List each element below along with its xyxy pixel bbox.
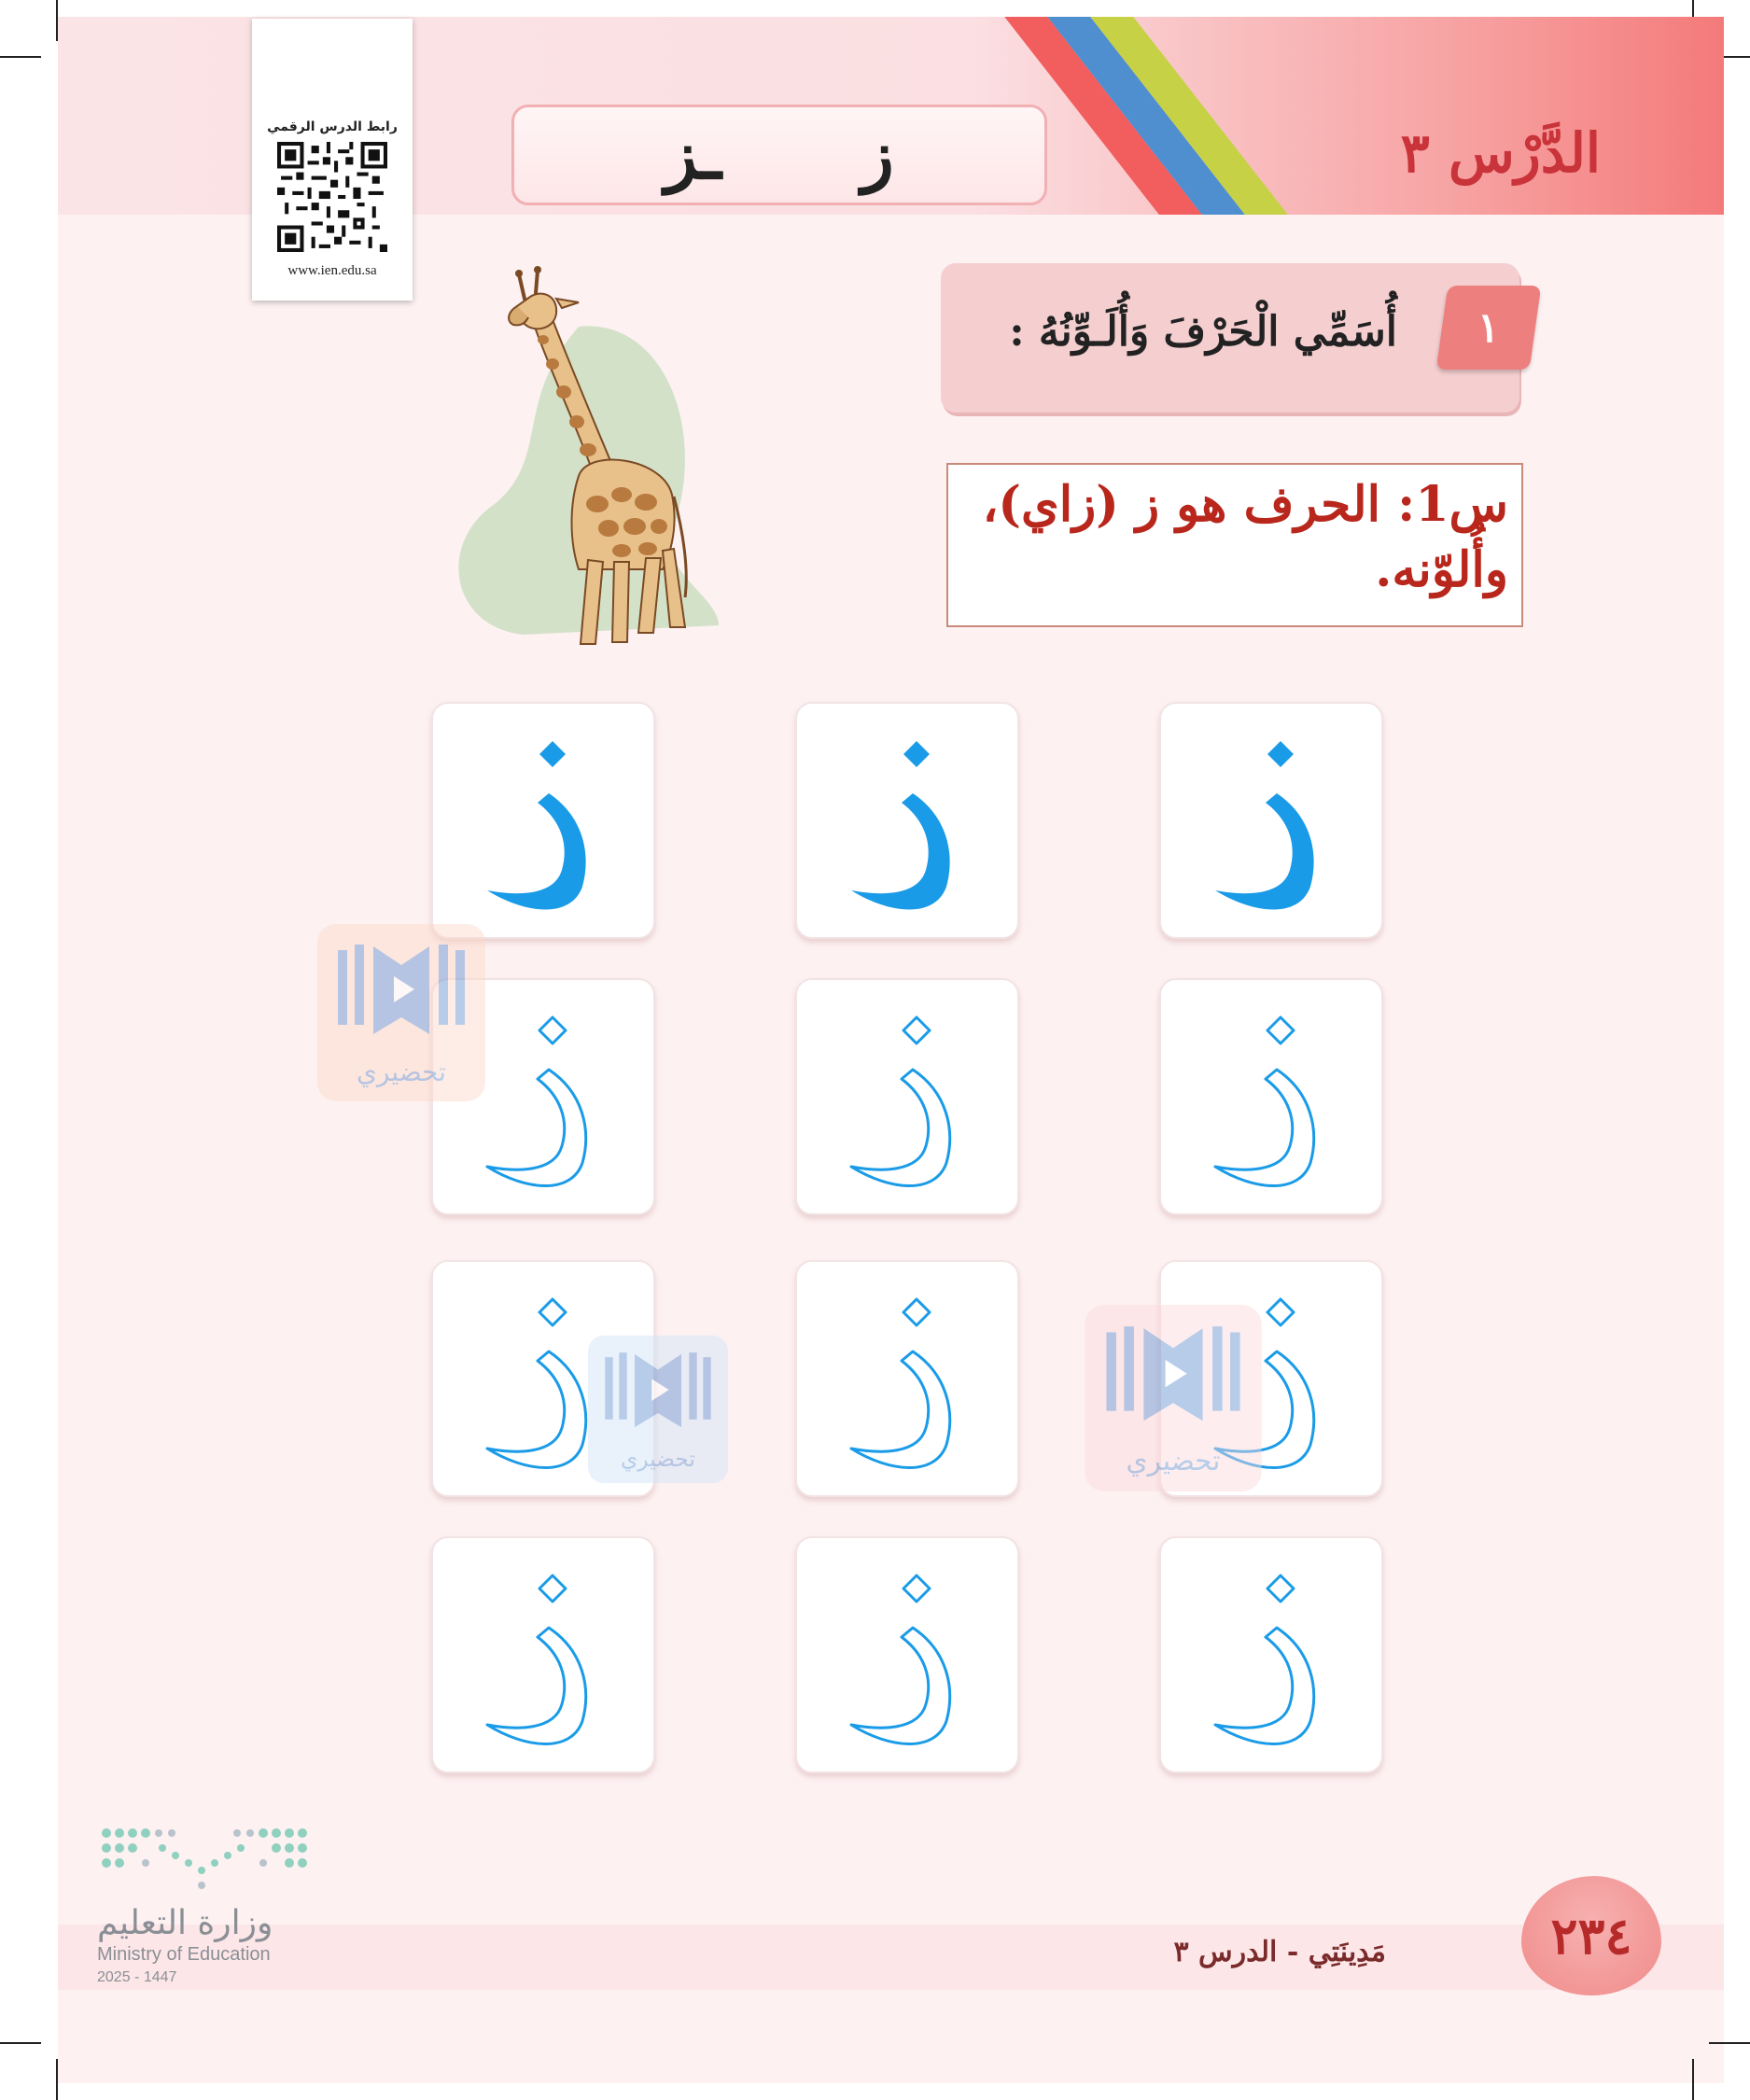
footer-book-lesson: مَدِينَتِي - الدرس ٣	[1173, 1936, 1386, 1968]
letter-tile-outline[interactable]	[795, 1260, 1019, 1497]
letter-tile-outline[interactable]	[431, 1536, 655, 1773]
giraffe-illustration	[439, 261, 728, 653]
letter-zay-glyph	[433, 704, 653, 937]
letter-tile-outline[interactable]	[1159, 978, 1383, 1215]
letter-final: ـز	[665, 115, 722, 194]
activity-number: ١	[1477, 303, 1500, 352]
letter-tile-filled[interactable]	[795, 702, 1019, 939]
qr-code-icon[interactable]	[277, 142, 387, 252]
answer-line-2: وأُلوّنه.	[1375, 541, 1508, 599]
letter-tile-outline[interactable]	[1159, 1536, 1383, 1773]
letter-zay-glyph	[797, 980, 1017, 1213]
crop-mark	[56, 2059, 58, 2100]
crop-mark	[1709, 2042, 1750, 2044]
answer-line-1: س1: الحرف هو ز (زاي)،	[982, 476, 1508, 533]
lesson-title: الدَّرْس ٣	[1400, 121, 1601, 185]
letter-tile-outline[interactable]	[795, 1536, 1019, 1773]
ministry-name-en: Ministry of Education	[97, 1944, 271, 1965]
letter-zay-glyph	[797, 1538, 1017, 1771]
activity-number-badge	[1436, 286, 1542, 370]
letter-forms-box	[511, 105, 1047, 205]
watermark-text: تحضيري	[621, 1445, 695, 1472]
tahdiri-watermark	[588, 1335, 728, 1484]
letter-zay-glyph	[797, 704, 1017, 937]
crop-mark	[1692, 2059, 1694, 2100]
letter-zay-glyph	[433, 1538, 653, 1771]
letter-zay-glyph	[1161, 704, 1381, 937]
ministry-year: 2025 - 1447	[97, 1969, 177, 1985]
watermark-text: تحضيري	[1126, 1444, 1221, 1477]
page-number: ٢٣٤	[1521, 1876, 1661, 1995]
crop-mark	[0, 2042, 41, 2044]
letter-zay-glyph	[1161, 1538, 1381, 1771]
crop-mark	[0, 56, 41, 58]
tahdiri-watermark	[1085, 1305, 1262, 1491]
watermark-text: تحضيري	[357, 1057, 446, 1087]
tahdiri-watermark	[317, 924, 485, 1101]
letter-isolated: ز	[861, 115, 894, 194]
qr-url[interactable]: www.ien.edu.sa	[287, 263, 377, 278]
letter-zay-glyph	[797, 1262, 1017, 1495]
ministry-logo	[97, 1820, 321, 1986]
ministry-dots-logo	[97, 1820, 312, 1895]
letter-tile-filled[interactable]	[1159, 702, 1383, 939]
activity-instruction: أُسَمِّي الْحَرْفَ وَأُلَـوِّنُهُ :	[1009, 308, 1397, 356]
digital-lesson-qr-card[interactable]	[252, 19, 413, 301]
letter-zay-glyph	[1161, 980, 1381, 1213]
qr-label: رابط الدرس الرقمي	[267, 119, 398, 134]
letter-tile-outline[interactable]	[795, 978, 1019, 1215]
ministry-name-ar: وزارة التعليم	[97, 1904, 273, 1942]
answer-box	[946, 463, 1523, 627]
letter-tile-filled[interactable]	[431, 702, 655, 939]
